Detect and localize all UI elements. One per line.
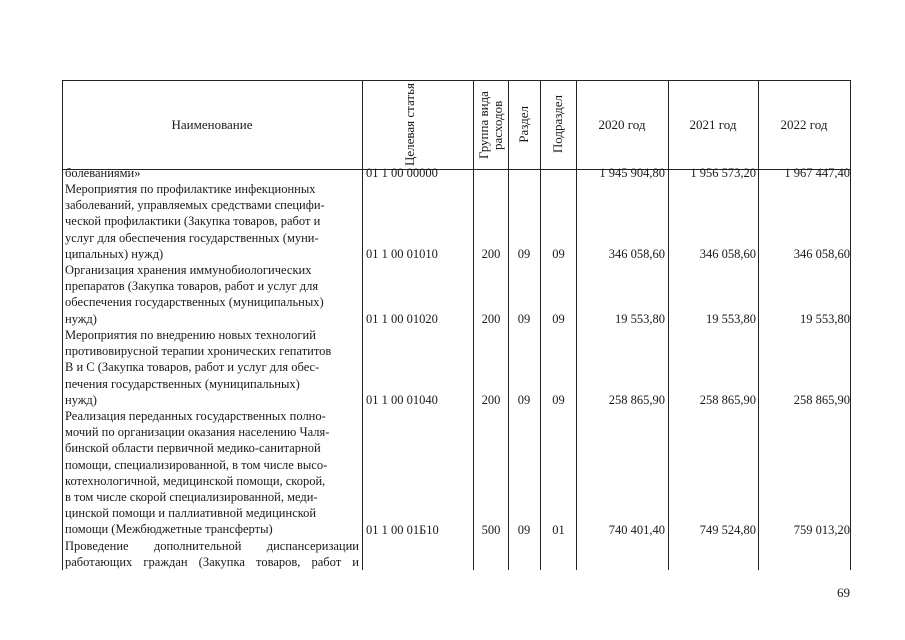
row-section: 09	[517, 247, 531, 261]
row-amount-2020: 258 865,90	[608, 393, 665, 407]
row-name-line: противовирусной терапии хронических гепатитов	[65, 344, 332, 359]
row-name-line: котехнологичной, медицинской помощи, скорой,	[65, 473, 326, 488]
row-name-line: заболеваний, управляемых средствами специфи-	[65, 198, 325, 213]
row-subsection: 09	[552, 393, 565, 407]
row-name-line: Мероприятия по профилактике инфекционных	[65, 182, 316, 196]
row-name-line: болеваниями»	[65, 166, 141, 180]
row-target-article: 01 1 00 01010	[366, 247, 438, 261]
row-amount-2020: 19 553,80	[615, 312, 665, 326]
header-expense-group-label: Группа вида расходов	[475, 90, 505, 159]
row-amount-2021: 749 524,80	[699, 523, 756, 537]
row-name-line: ческой профилактики (Закупка товаров, работ и	[65, 214, 321, 229]
row-name-line: ципальных) нужд)	[65, 246, 164, 261]
header-year-2022	[758, 80, 850, 169]
row-name-line: помощи, специализированной, в том числе высо-	[65, 457, 328, 472]
row-name	[65, 181, 359, 262]
row-amount-2022: 19 553,80	[800, 312, 850, 326]
row-name-line: цинской помощи и паллиативной медицинской	[65, 506, 317, 521]
row-name	[65, 327, 359, 408]
row-name-line: в том числе скорой специализированной, меди-	[65, 489, 318, 504]
row-subsection: 01	[552, 523, 565, 537]
row-amount-2021: 258 865,90	[699, 393, 756, 407]
row-name-line: Реализация переданных государственных полно-	[65, 409, 326, 423]
header-target-article	[362, 80, 473, 169]
row-target-article: 01 1 00 01020	[366, 312, 438, 326]
row-name-line: обеспечения государственных (муниципальных)	[65, 295, 324, 310]
row-target-article: 01 1 00 01040	[366, 393, 438, 407]
row-name-line: бинской области первичной медико-санитарной	[65, 441, 321, 456]
row-amount-2021: 1 956 573,20	[690, 166, 756, 180]
row-amount-2021: 19 553,80	[706, 312, 756, 326]
row-expense-group: 500	[481, 523, 501, 537]
row-section: 09	[517, 523, 531, 537]
header-year-2021-label: 2021 год	[689, 116, 737, 132]
header-year-2020-label: 2020 год	[598, 116, 646, 132]
row-name	[65, 538, 359, 570]
row-amount-2022: 346 058,60	[793, 247, 850, 261]
table-right-border	[850, 80, 851, 570]
row-name-line: В и С (Закупка товаров, работ и услуг для обес-	[65, 360, 320, 375]
header-name-label: Наименование	[171, 116, 253, 132]
row-amount-2020: 1 945 904,80	[599, 166, 665, 180]
row-name-line: мочий по организации оказания населению Чаля-	[65, 425, 330, 440]
row-name-line: Мероприятия по внедрению новых технологий	[65, 328, 316, 342]
header-section	[508, 80, 540, 169]
row-name-line: работающих граждан (Закупка товаров, работ и	[65, 555, 359, 570]
row-name-line: услуг для обеспечения государственных (муни-	[65, 230, 319, 245]
row-name-line: Проведение дополнительной диспансеризации	[65, 539, 359, 553]
row-name	[65, 262, 359, 327]
row-name-line: Организация хранения иммунобиологических	[65, 263, 312, 277]
header-year-2020	[576, 80, 668, 169]
row-section: 09	[517, 312, 531, 326]
header-subsection	[540, 80, 576, 169]
row-section: 09	[517, 393, 531, 407]
row-subsection: 09	[552, 247, 565, 261]
row-expense-group: 200	[481, 393, 501, 407]
row-amount-2022: 1 967 447,40	[784, 166, 850, 180]
header-subsection-label: Подраздел	[550, 95, 565, 154]
row-target-article: 01 1 00 00000	[366, 166, 438, 180]
row-name	[65, 408, 359, 538]
page-number: 69	[837, 585, 850, 600]
row-amount-2022: 759 013,20	[793, 523, 850, 537]
row-subsection: 09	[552, 312, 565, 326]
header-expense-group	[473, 80, 508, 169]
row-name	[65, 165, 359, 181]
header-name	[62, 80, 362, 169]
row-name-line: препаратов (Закупка товаров, работ и услуг для	[65, 279, 319, 294]
row-name-line: нужд)	[65, 392, 97, 407]
row-amount-2021: 346 058,60	[699, 247, 756, 261]
row-name-line: печения государственных (муниципальных)	[65, 376, 300, 391]
row-amount-2020: 740 401,40	[608, 523, 665, 537]
row-name-line: нужд)	[65, 311, 97, 326]
row-amount-2022: 258 865,90	[793, 393, 850, 407]
row-expense-group: 200	[481, 312, 501, 326]
row-name-line: помощи (Межбюджетные трансферты)	[65, 522, 273, 537]
row-expense-group: 200	[481, 247, 501, 261]
header-target-article-label: Целевая статья	[401, 82, 417, 166]
row-amount-2020: 346 058,60	[608, 247, 665, 261]
row-target-article: 01 1 00 01Б10	[366, 523, 439, 537]
header-section-label: Раздел	[516, 106, 531, 143]
header-year-2021	[668, 80, 758, 169]
header-year-2022-label: 2022 год	[780, 116, 828, 132]
